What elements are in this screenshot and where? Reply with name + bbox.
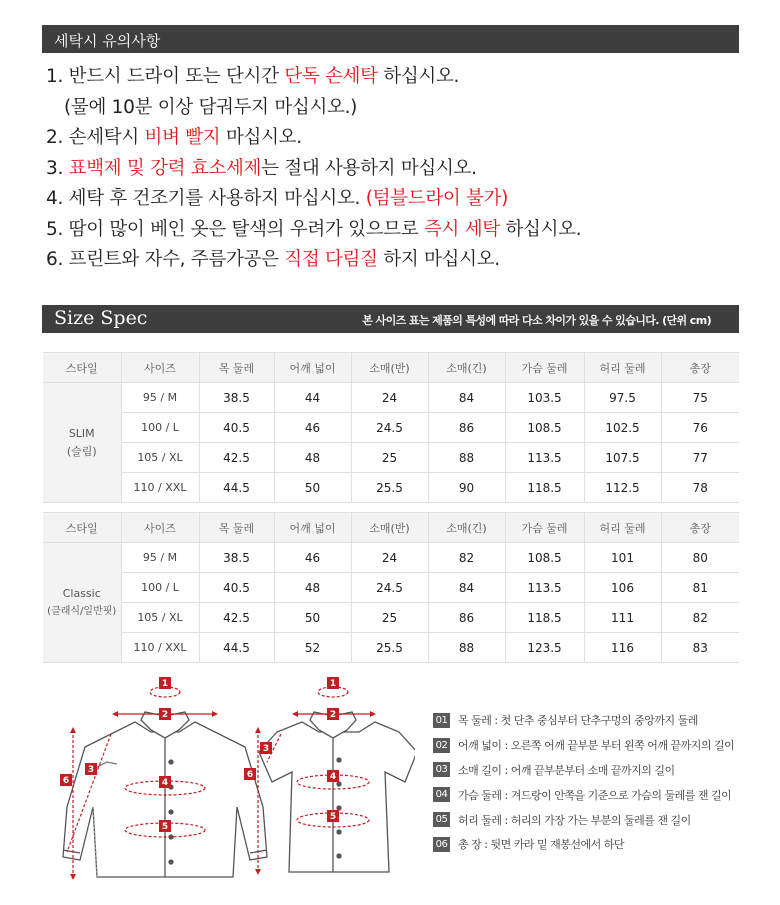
header-cell: 총장 (661, 353, 739, 383)
table-row (43, 473, 739, 503)
value-cell: 113.5 (505, 573, 584, 603)
value-cell: 113.5 (505, 443, 584, 473)
header-cell: 어깨 넓이 (274, 353, 351, 383)
value-cell: 25 (351, 603, 428, 633)
header-cell: 소매(반) (351, 353, 428, 383)
header-cell: 스타일 (43, 353, 121, 383)
marker-5 (327, 810, 339, 822)
value-cell: 38.5 (199, 543, 274, 573)
care-text: 하십시오. (499, 218, 582, 240)
marker-1 (327, 677, 339, 689)
value-cell: 25 (351, 443, 428, 473)
care-highlight: 비벼 빨지 (144, 127, 221, 148)
care-text: 마십시오. (220, 127, 302, 148)
value-cell: 25.5 (351, 633, 428, 663)
marker-2 (159, 708, 171, 720)
table-row (43, 603, 739, 633)
legend-text: 총 장 : 뒷면 카라 밑 재봉선에서 하단 (458, 838, 624, 852)
value-cell: 123.5 (505, 633, 584, 663)
short-sleeve-shirt-illustration (259, 712, 415, 872)
svg-text:4: 4 (329, 772, 337, 782)
legend-text: 어깨 넓이 : 오른쪽 어깨 끝부분 부터 왼쪽 어깨 끝까지의 길이 (458, 739, 735, 753)
value-cell: 106 (584, 573, 661, 603)
table-row (43, 633, 739, 663)
care-text: 하십시오. (377, 66, 460, 87)
svg-text:1: 1 (329, 679, 337, 689)
value-cell: 42.5 (199, 603, 274, 633)
marker-1 (159, 677, 171, 689)
value-cell: 84 (428, 573, 505, 603)
value-cell: 44.5 (199, 633, 274, 663)
size-spec-header (42, 305, 739, 333)
legend-text: 가슴 둘레 : 겨드랑이 안쪽을 기준으로 가슴의 둘레를 잰 길이 (458, 788, 732, 802)
legend-item (433, 708, 734, 733)
care-section-header (42, 25, 739, 53)
marker-4 (159, 776, 171, 788)
size-cell: 95 / M (121, 543, 199, 573)
value-cell: 24 (351, 543, 428, 573)
header-cell: 허리 둘레 (584, 353, 661, 383)
measurement-diagram (45, 672, 415, 892)
care-item (46, 245, 746, 276)
care-item (46, 123, 746, 154)
care-title: 세탁시 유의사항 (54, 32, 161, 50)
care-text: 1. 반드시 드라이 또는 단시간 (46, 66, 285, 87)
legend-item (433, 733, 734, 758)
care-highlight: 표백제 및 강력 효소세제 (68, 157, 262, 179)
care-highlight: 즉시 세탁 (423, 218, 500, 240)
value-cell: 112.5 (584, 473, 661, 503)
header-cell: 가슴 둘레 (505, 513, 584, 543)
value-cell: 80 (661, 543, 739, 573)
value-cell: 111 (584, 603, 661, 633)
value-cell: 44.5 (199, 473, 274, 503)
size-spec-note: 본 사이즈 표는 제품의 특성에 따라 다소 차이가 있을 수 있습니다. (단위 cm) (362, 314, 711, 327)
value-cell: 38.5 (199, 383, 274, 413)
header-cell: 총장 (661, 513, 739, 543)
style-cell (43, 543, 121, 663)
legend-number: 01 (433, 713, 450, 728)
table-row (43, 543, 739, 573)
svg-text:2: 2 (329, 710, 337, 720)
care-text: 하지 마십시오. (377, 249, 500, 270)
size-cell: 100 / L (121, 573, 199, 603)
header-cell: 목 둘레 (199, 513, 274, 543)
svg-text:4: 4 (161, 778, 169, 788)
value-cell: 42.5 (199, 443, 274, 473)
value-cell: 50 (274, 603, 351, 633)
value-cell: 40.5 (199, 413, 274, 443)
svg-text:5: 5 (161, 822, 169, 832)
legend-number: 04 (433, 787, 450, 802)
value-cell: 82 (428, 543, 505, 573)
header-row (43, 353, 739, 383)
value-cell: 78 (661, 473, 739, 503)
marker-3 (260, 742, 272, 754)
value-cell: 46 (274, 413, 351, 443)
size-cell: 100 / L (121, 413, 199, 443)
care-highlight: 단독 손세탁 (284, 66, 378, 87)
size-cell: 105 / XL (121, 443, 199, 473)
marker-6 (60, 774, 72, 786)
style-cell (43, 383, 121, 503)
size-table-slim (43, 352, 739, 503)
care-item (46, 184, 746, 215)
marker-2 (327, 708, 339, 720)
care-text: 5. 땀이 많이 베인 옷은 탈색의 우려가 있으므로 (46, 218, 424, 240)
legend-item (433, 807, 734, 832)
value-cell: 116 (584, 633, 661, 663)
marker-4 (327, 770, 339, 782)
header-cell: 사이즈 (121, 353, 199, 383)
svg-text:6: 6 (246, 770, 254, 780)
value-cell: 97.5 (584, 383, 661, 413)
value-cell: 101 (584, 543, 661, 573)
care-text: 2. 손세탁시 (46, 127, 145, 148)
value-cell: 82 (661, 603, 739, 633)
value-cell: 83 (661, 633, 739, 663)
value-cell: 108.5 (505, 543, 584, 573)
header-cell: 소매(긴) (428, 353, 505, 383)
marker-5 (159, 820, 171, 832)
value-cell: 44 (274, 383, 351, 413)
size-cell: 110 / XXL (121, 633, 199, 663)
value-cell: 50 (274, 473, 351, 503)
svg-text:6: 6 (62, 776, 70, 786)
value-cell: 118.5 (505, 603, 584, 633)
size-spec-title: Size Spec (54, 307, 148, 329)
value-cell: 40.5 (199, 573, 274, 603)
value-cell: 52 (274, 633, 351, 663)
svg-text:3: 3 (262, 744, 270, 754)
care-item (46, 215, 746, 246)
table-row (43, 383, 739, 413)
header-cell: 스타일 (43, 513, 121, 543)
legend-number: 02 (433, 738, 450, 753)
care-highlight: 직접 다림질 (284, 249, 378, 270)
value-cell: 86 (428, 413, 505, 443)
style-name: SLIM (68, 426, 95, 440)
value-cell: 86 (428, 603, 505, 633)
size-cell: 95 / M (121, 383, 199, 413)
header-cell: 소매(긴) (428, 513, 505, 543)
value-cell: 76 (661, 413, 739, 443)
legend-text: 허리 둘레 : 허리의 가장 가는 부분의 둘레를 잰 길이 (458, 813, 691, 827)
value-cell: 25.5 (351, 473, 428, 503)
legend-number: 05 (433, 812, 450, 827)
value-cell: 108.5 (505, 413, 584, 443)
care-text: (물에 10분 이상 담궈두지 마십시오.) (64, 96, 358, 118)
care-text: 는 절대 사용하지 마십시오. (261, 157, 477, 179)
value-cell: 102.5 (584, 413, 661, 443)
svg-text:1: 1 (161, 679, 169, 689)
size-cell: 110 / XXL (121, 473, 199, 503)
header-cell: 소매(반) (351, 513, 428, 543)
header-cell: 허리 둘레 (584, 513, 661, 543)
value-cell: 107.5 (584, 443, 661, 473)
value-cell: 75 (661, 383, 739, 413)
value-cell: 77 (661, 443, 739, 473)
care-item (46, 93, 746, 124)
value-cell: 118.5 (505, 473, 584, 503)
value-cell: 90 (428, 473, 505, 503)
header-row (43, 513, 739, 543)
table-row (43, 413, 739, 443)
style-sub: (슬림) (66, 444, 97, 458)
style-name: Classic (62, 586, 101, 600)
care-text: 6. 프린트와 자수, 주름가공은 (46, 249, 285, 270)
svg-text:3: 3 (87, 765, 95, 775)
value-cell: 48 (274, 573, 351, 603)
value-cell: 48 (274, 443, 351, 473)
table-row (43, 443, 739, 473)
value-cell: 88 (428, 443, 505, 473)
table-row (43, 573, 739, 603)
care-highlight: (텀블드라이 불가) (365, 188, 509, 209)
value-cell: 88 (428, 633, 505, 663)
legend-item (433, 758, 734, 783)
svg-text:5: 5 (329, 812, 337, 822)
care-instructions-list (46, 62, 746, 276)
style-sub: (클래식/일반핏) (47, 605, 117, 617)
value-cell: 24.5 (351, 573, 428, 603)
value-cell: 84 (428, 383, 505, 413)
legend-text: 소매 길이 : 어깨 끝부분부터 소매 끝까지의 길이 (458, 763, 675, 777)
care-text: 4. 세탁 후 건조기를 사용하지 마십시오. (46, 188, 366, 209)
value-cell: 103.5 (505, 383, 584, 413)
measurement-legend (433, 708, 734, 857)
header-cell: 사이즈 (121, 513, 199, 543)
header-cell: 가슴 둘레 (505, 353, 584, 383)
care-text: 3. (46, 157, 69, 179)
care-item (46, 154, 746, 185)
header-cell: 목 둘레 (199, 353, 274, 383)
svg-text:2: 2 (161, 710, 169, 720)
marker-6 (244, 768, 256, 780)
legend-text: 목 둘레 : 첫 단추 중심부터 단추구멍의 중앙까지 둘레 (458, 714, 698, 728)
value-cell: 24 (351, 383, 428, 413)
header-cell: 어깨 넓이 (274, 513, 351, 543)
value-cell: 81 (661, 573, 739, 603)
value-cell: 46 (274, 543, 351, 573)
care-item (46, 62, 746, 93)
legend-number: 03 (433, 762, 450, 777)
size-cell: 105 / XL (121, 603, 199, 633)
legend-number: 06 (433, 837, 450, 852)
value-cell: 24.5 (351, 413, 428, 443)
legend-item (433, 782, 734, 807)
size-table-classic (43, 512, 739, 663)
marker-3 (85, 763, 97, 775)
legend-item (433, 832, 734, 857)
